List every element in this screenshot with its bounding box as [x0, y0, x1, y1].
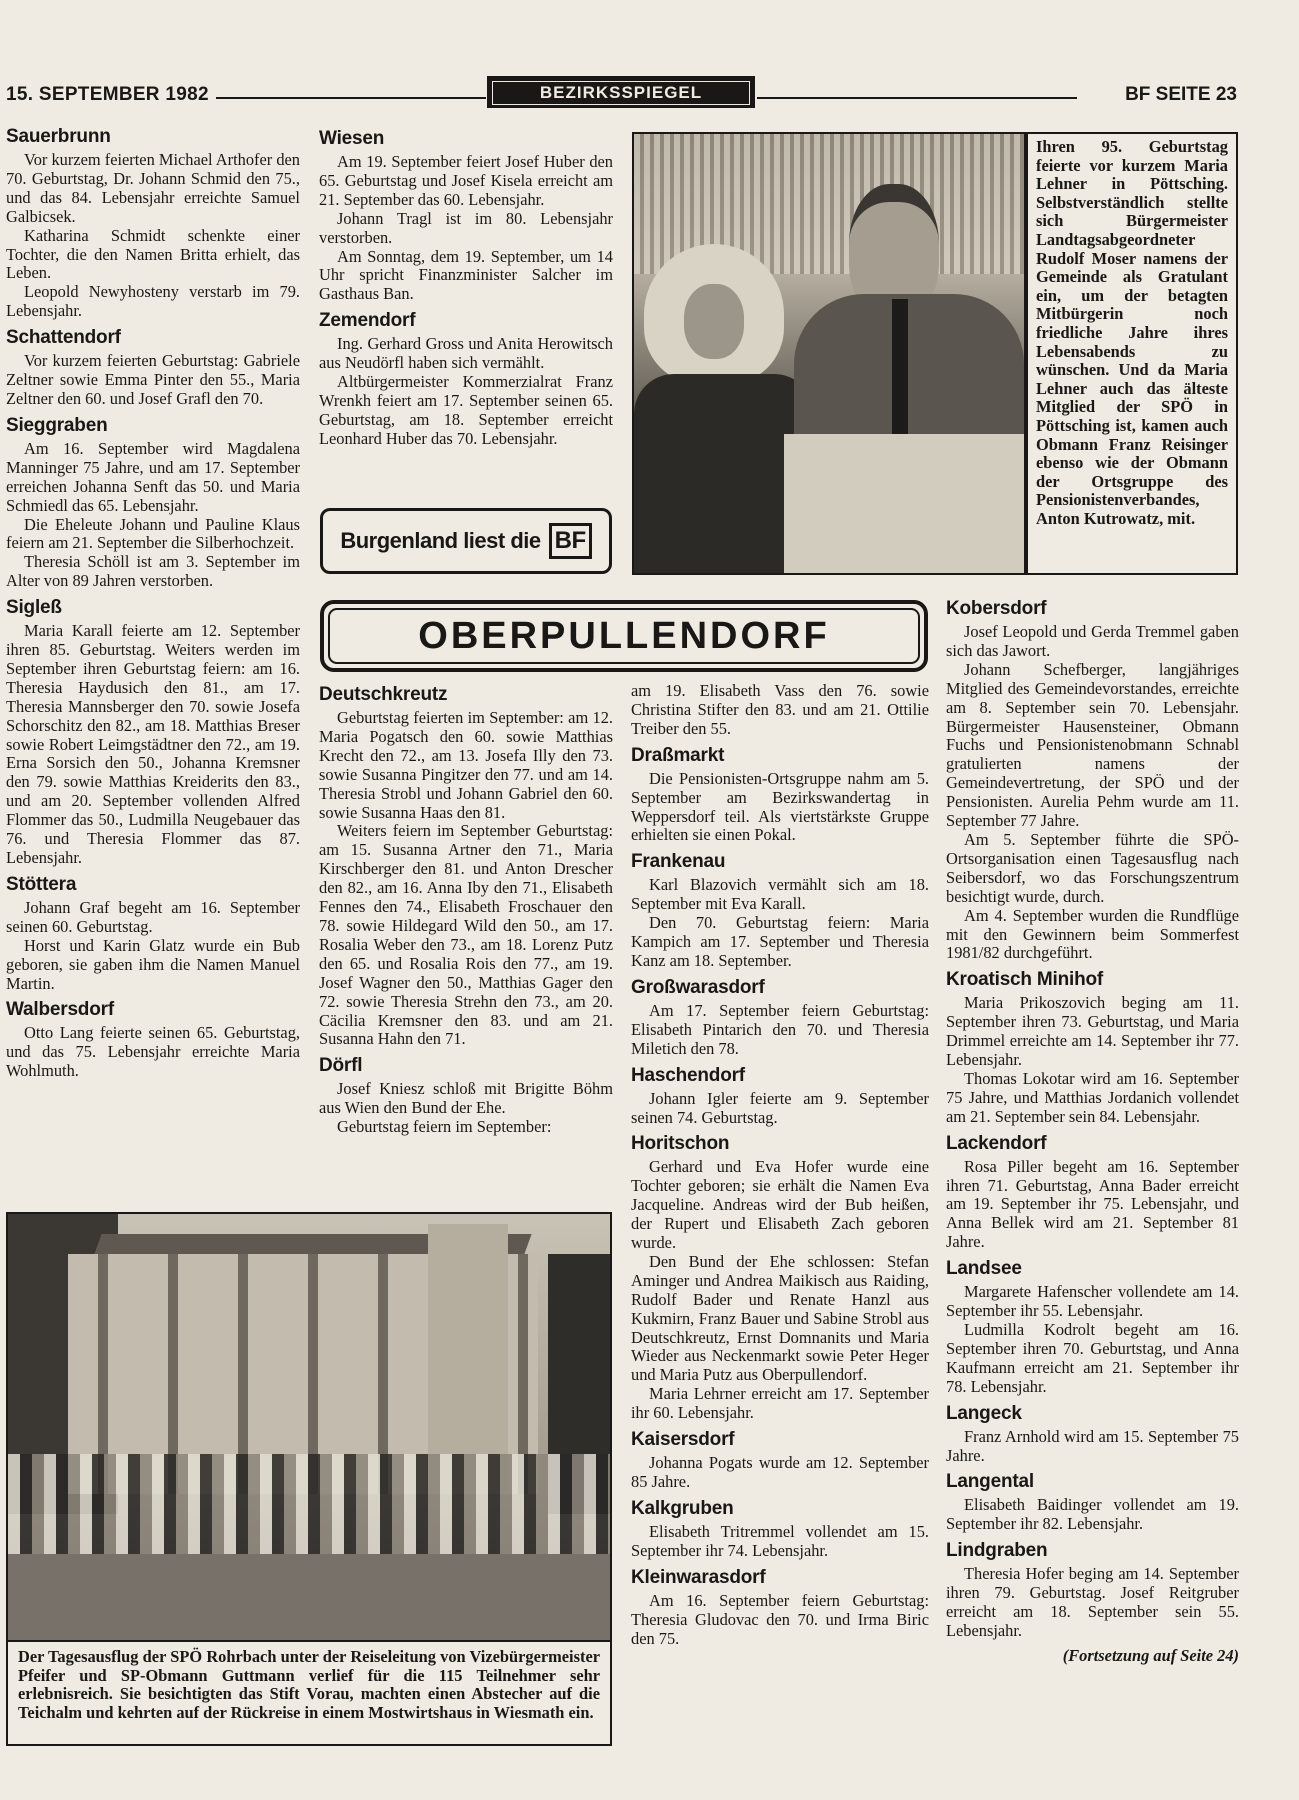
section-heading: Lindgraben: [946, 1540, 1048, 1562]
section-heading: Walbersdorf: [6, 999, 114, 1021]
photo-table: [784, 434, 1026, 575]
news-section: [6, 327, 300, 409]
photo-man-tie: [892, 299, 908, 439]
section-paragraph: Altbürgermeister Kommerzialrat Franz Wrenkh feiert am 17. September seinen 65. Geburtstag, am 18. September erreicht Leonhard Huber das 70. Lebensjahr.: [319, 372, 613, 448]
news-section: [631, 1133, 929, 1423]
section-paragraph: Rosa Piller begeht am 16. September ihren 71. Geburtstag, Anna Bader erreicht am 19. September ihr 75. Lebensjahr, und Anna Bellek wird am 21. September 81 Jahre.: [946, 1156, 1239, 1252]
section-heading: Wiesen: [319, 128, 385, 149]
section-heading: Sauerbrunn: [6, 126, 111, 147]
section-heading: Langeck: [946, 1402, 1022, 1424]
section-paragraph: Geburtstag feierten im September: am 12. Maria Pogatsch den 60. sowie Matthias Krecht den 72., am 13. Josefa Illy den 73. sowie Susanna Pingitzer den 77. und am 14. Theresia Strobl und Johann Gabriel den 60. sowie Susanna Haas den 81.: [319, 708, 613, 822]
header-rule-right: [757, 97, 1077, 99]
news-section: [6, 597, 300, 868]
news-section: [631, 1567, 929, 1649]
section-paragraph: Johann Schefberger, langjähriges Mitglied des Gemeindevorstandes, erreichte am 8. September sein 70. Lebensjahr. Bürgermeister Hausensteiner, Obmann Fuchs und Pensionistenobmann Schnabl gratulierten namens der Gemeindevertretung, der SPÖ und der Pensionisten. Aurelia Pehm wurde am 11. September 77 Jahre.: [946, 659, 1239, 831]
news-section: [631, 1498, 929, 1561]
news-section: [946, 969, 1239, 1126]
section-paragraph: Josef Kniesz schloß mit Brigitte Böhm aus Wien den Bund der Ehe.: [319, 1079, 613, 1118]
section-paragraph: Leopold Newyhosteny verstarb im 79. Lebensjahr.: [6, 282, 300, 321]
news-section: [946, 1540, 1239, 1641]
photo-crowd: [8, 1454, 612, 1554]
section-paragraph: Theresia Schöll ist am 3. September im Alter von 89 Jahren verstorben.: [6, 552, 300, 591]
section-paragraph: Die Eheleute Johann und Pauline Klaus feiern am 21. September die Silberhochzeit.: [6, 514, 300, 553]
column-4: [946, 594, 1239, 1666]
issue-date: 15. SEPTEMBER 1982: [6, 84, 209, 105]
news-section: [631, 977, 929, 1059]
section-heading: Lackendorf: [946, 1132, 1047, 1154]
section-paragraph: Maria Prikoszovich beging am 11. September ihren 73. Geburtstag, und Maria Drimmel erreichte am 14. September ihr 77. Lebensjahr.: [946, 993, 1239, 1070]
section-paragraph: Karl Blazovich vermählt sich am 18. September mit Eva Karall.: [631, 875, 929, 914]
news-section: [319, 128, 613, 304]
bf-logo: BF: [549, 523, 592, 559]
section-paragraph: Elisabeth Tritremmel vollendet am 15. September ihr 74. Lebensjahr.: [631, 1521, 929, 1560]
region-banner: [320, 600, 928, 672]
section-paragraph: Weiters feiern im September Geburtstag: am 15. Susanna Artner den 71., Maria Kirschberger den 81. und Anton Drescher den 82., am 16. Anna Iby den 71., Elisabeth Fennes den 74., Elisabeth Froschauer den 78. sowie Hildegard Wild den 50., am 17. Rosalia Weber den 73., am 18. Lorenz Putz den 65. und Rosalia Rois den 77., am 19. Josef Wagner den 50., Matthias Gager den 72. sowie Theresia Strehn den 73., am 20. Cäcilia Kremsner den 83. und am 21. Susanna Hahn den 71.: [319, 821, 613, 1049]
news-section: [631, 851, 929, 971]
section-paragraph: am 19. Elisabeth Vass den 76. sowie Christina Stifter den 83. und am 21. Ottilie Treiber den 55.: [631, 681, 929, 738]
section-paragraph: Thomas Lokotar wird am 16. September 75 Jahre, und Matthias Jordanich vollendet am 21. September sein 84. Lebensjahr.: [946, 1068, 1239, 1126]
section-paragraph: Franz Arnhold wird am 15. September 75 Jahre.: [946, 1426, 1239, 1465]
section-paragraph: Ludmilla Kodrolt begeht am 16. September ihren 70. Geburtstag, und Anna Kaufmann erreicht am 21. September ihr 78. Lebensjahr.: [946, 1320, 1239, 1396]
section-heading: Kleinwarasdorf: [631, 1566, 766, 1588]
news-section: [319, 310, 613, 448]
section-heading: Frankenau: [631, 851, 726, 873]
photo-caption-birthday: Ihren 95. Geburtstag feierte vor kurzem Maria Lehner in Pöttsching. Selbstverständlich stellte sich Bürgermeister Landtagsabgeordneter Rudolf Moser namens der Gemeinde als Gratulant ein, um der betagten Mitbürgerin noch friedliche Jahre ihres Lebensabends zu wünschen. Und da Maria Lehner auch das älteste Mitglied der SPÖ in Pöttsching ist, kamen auch Obmann Franz Reisinger ebenso wie der Obmann der Ortsgruppe des Pensionistenverbandes, Anton Kutrowatz, mit.: [1026, 132, 1238, 575]
photo-caption-excursion: Der Tagesausflug der SPÖ Rohrbach unter der Reiseleitung von Vizebürgermeister Pfeifer und SP-Obmann Guttmann verlief für die 115 Teilnehmer sehr erlebnisreich. Sie besichtigten das Stift Vorau, machten einen Abstecher auf die Teichalm und kehrten auf der Rückreise in einem Mostwirtshaus in Wiesmath ein.: [6, 1640, 612, 1746]
news-section: [946, 1403, 1239, 1466]
section-heading: Landsee: [946, 1258, 1022, 1280]
section-heading: Zemendorf: [319, 310, 416, 332]
region-title: OBERPULLENDORF: [328, 608, 920, 664]
news-section: [319, 684, 613, 1049]
section-heading: Deutschkreutz: [319, 684, 448, 705]
news-section: [6, 126, 300, 321]
section-title: BEZIRKSSPIEGEL: [492, 81, 750, 105]
news-section: [946, 1258, 1239, 1396]
section-paragraph: Am 17. September feiern Geburtstag: Elisabeth Pintarich den 70. und Theresia Miletich den 78.: [631, 1000, 929, 1058]
section-paragraph: Gerhard und Eva Hofer wurde eine Tochter geboren; sie erhält die Namen Eva Jacqueline. Andreas wird der Bub heißen, der Rupert und Elisabeth Zach geboren wurde.: [631, 1157, 929, 1253]
section-heading: Großwarasdorf: [631, 976, 765, 998]
advertisement: [320, 508, 612, 574]
news-section: [946, 1133, 1239, 1253]
section-paragraph: Die Pensionisten-Ortsgruppe nahm am 5. September am Bezirkswandertag in Weppersdorf teil. Als viertstärkste Gruppe erhielten sie einen Pokal.: [631, 768, 929, 845]
section-paragraph: Am 19. September feiert Josef Huber den 65. Geburtstag und Josef Kisela erreicht am 21. September das 60. Lebensjahr.: [319, 152, 613, 209]
news-section: [631, 1065, 929, 1128]
section-paragraph: Johanna Pogats wurde am 12. September 85 Jahre.: [631, 1453, 929, 1491]
column-3: [631, 682, 929, 1654]
section-heading: Sigleß: [6, 597, 62, 619]
section-heading: Kalkgruben: [631, 1497, 734, 1519]
section-heading: Dörfl: [319, 1055, 363, 1077]
section-paragraph: Vor kurzem feierten Michael Arthofer den 70. Geburtstag, Dr. Johann Schmid den 75., und das 84. Lebensjahr erreichte Samuel Galbicsek.: [6, 150, 300, 226]
section-paragraph: Geburtstag feiern im September:: [337, 1117, 552, 1137]
section-heading: Langental: [946, 1471, 1034, 1493]
column-deutschkreutz: [319, 680, 613, 1143]
news-section: [319, 1055, 613, 1137]
section-paragraph: Den Bund der Ehe schlossen: Stefan Aminger und Andrea Maikisch aus Raiding, Rudolf Bader und Renate Hanzl aus Kukmirn, Franz Bauer und Sabine Strobl aus Deutschkreutz, Ernst Domnanits und Maria Wieder aus Neckenmarkt sowie Peter Heger und Maria Putz aus Oberpullendorf.: [631, 1251, 929, 1385]
header-rule-left: [216, 97, 486, 99]
photo-woman-face: [684, 284, 744, 359]
section-heading: Sieggraben: [6, 414, 108, 436]
news-section: [631, 745, 929, 846]
section-heading: Kaisersdorf: [631, 1429, 735, 1451]
section-paragraph: Maria Karall feierte am 12. September ihren 85. Geburtstag. Weiters werden im September ihren Geburtstag feiern: am 16. Theresia Haydusich den 81., am 17. Theresia Mannsberger den 70. sowie Josefa Schorschitz den 82., am 18. Matthias Breser sowie Robert Leimgstädtner den 72., am 19. Erna Sorsich den 50., Johanna Kremsner den 79. sowie Matthias Kreiderits den 83., und am 20. September vollenden Alfred Flommer das 50., Ludmilla Neugebauer das 76. und Theresia Flommer das 87. Lebensjahr.: [6, 621, 300, 867]
section-heading: Haschendorf: [631, 1064, 745, 1086]
section-paragraph: Otto Lang feierte seinen 65. Geburtstag, und das 75. Lebensjahr erreichte Maria Wohlmuth.: [6, 1023, 300, 1081]
section-paragraph: Am 16. September wird Magdalena Manninger 75 Jahre, und am 17. September erreichen Johanna Senft das 50. und Maria Schmiedl das 65. Lebensjahr.: [6, 438, 300, 515]
photo-birthday: [632, 132, 1026, 575]
ad-text: Burgenland liest die: [340, 528, 541, 553]
section-title-box: [487, 76, 755, 108]
photo-ground: [8, 1554, 612, 1642]
continuation-note: (Fortsetzung auf Seite 24): [1062, 1645, 1239, 1665]
section-paragraph: Horst und Karin Glatz wurde ein Bub geboren, sie gaben ihm die Namen Manuel Martin.: [6, 935, 300, 993]
news-section: [6, 999, 300, 1081]
section-paragraph: Johann Graf begeht am 16. September seinen 60. Geburtstag.: [6, 897, 300, 936]
news-section: [6, 415, 300, 591]
section-heading: Schattendorf: [6, 327, 121, 349]
photo-excursion: [6, 1212, 612, 1642]
section-paragraph: Am 5. September führte die SPÖ-Ortsorganisation einen Tagesausflug nach Seibersdorf, wo das Forschungszentrum besichtigt wurde, durch.: [946, 829, 1239, 906]
section-paragraph: Johann Igler feierte am 9. September seinen 74. Geburtstag.: [631, 1088, 929, 1127]
section-paragraph: Katharina Schmidt schenkte einer Tochter, die den Namen Britta erhielt, das Leben.: [6, 225, 300, 283]
section-paragraph: Vor kurzem feierten Geburtstag: Gabriele Zeltner sowie Emma Pinter den 55., Maria Zeltner den 60. und Josef Grafl den 70.: [6, 351, 300, 408]
section-heading: Kobersdorf: [946, 598, 1047, 619]
section-paragraph: Den 70. Geburtstag feiern: Maria Kampich am 17. September und Theresia Kanz am 18. September.: [631, 913, 929, 970]
section-paragraph: Josef Leopold und Gerda Tremmel gaben sich das Jawort.: [946, 622, 1239, 660]
section-paragraph: Elisabeth Baidinger vollendet am 19. September ihr 82. Lebensjahr.: [946, 1495, 1239, 1534]
section-heading: Kroatisch Minihof: [946, 969, 1104, 991]
section-paragraph: Am Sonntag, dem 19. September, um 14 Uhr spricht Finanzminister Salcher im Gasthaus Ban.: [319, 246, 613, 304]
section-heading: Horitschon: [631, 1133, 730, 1155]
section-paragraph: Margarete Hafenscher vollendete am 14. September ihr 55. Lebensjahr.: [946, 1282, 1239, 1321]
news-section: [6, 874, 300, 994]
section-paragraph: Johann Tragl ist im 80. Lebensjahr verstorben.: [319, 208, 613, 247]
page-number: BF SEITE 23: [1125, 84, 1237, 105]
section-heading: Stöttera: [6, 873, 77, 895]
section-paragraph: Am 16. September feiern Geburtstag: Theresia Gludovac den 70. und Irma Biric den 75.: [631, 1590, 929, 1648]
column-1: [6, 122, 300, 1087]
news-section: [946, 598, 1239, 963]
section-paragraph: Am 4. September wurden die Rundflüge mit den Gewinnern beim Sommerfest 1981/82 durchgeführt.: [946, 905, 1239, 963]
news-section: [946, 1471, 1239, 1534]
column-2: [319, 124, 613, 455]
section-heading: Draßmarkt: [631, 744, 725, 766]
news-section: [631, 1429, 929, 1492]
section-paragraph: Maria Lehrner erreicht am 17. September ihr 60. Lebensjahr.: [631, 1384, 929, 1423]
section-paragraph: Theresia Hofer beging am 14. September ihren 79. Geburtstag. Josef Reitgruber erreicht am 18. September sein 55. Lebensjahr.: [946, 1564, 1239, 1640]
section-paragraph: Ing. Gerhard Gross und Anita Herowitsch aus Neudörfl haben sich vermählt.: [319, 334, 613, 373]
news-section: [631, 682, 929, 739]
